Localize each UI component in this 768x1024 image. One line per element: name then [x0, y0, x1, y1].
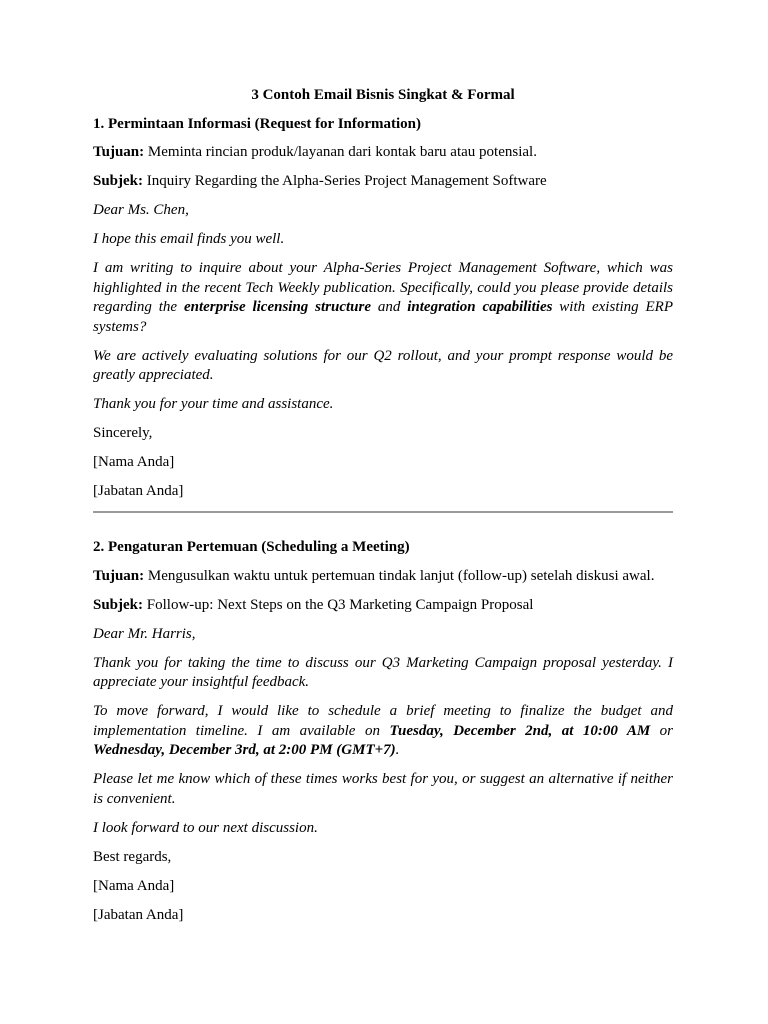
document-content [93, 86, 673, 935]
greeting: Dear Mr. Harris, [93, 625, 196, 642]
body-text: . [395, 742, 400, 758]
subject-text: Follow-up: Next Steps on the Q3 Marketing Campaign Proposal [146, 596, 534, 613]
body-paragraph [93, 259, 673, 337]
signature-name: [Nama Anda] [93, 877, 175, 894]
signature-position: [Jabatan Anda] [93, 906, 184, 923]
email-section-1 [93, 115, 673, 502]
body-paragraph: Please let me know which of these times works best for you, or suggest an alternative if neither is convenient. [93, 771, 673, 807]
opening-line: Thank you for taking the time to discuss our Q3 Marketing Campaign proposal yesterday. I appreciate your insightful feedback. [93, 654, 673, 690]
body-text: with existing ERP systems? [93, 299, 673, 335]
body-paragraph [93, 702, 673, 761]
body-bold-text: integration capabilities [407, 299, 553, 315]
purpose-text: Meminta rincian produk/layanan dari kontak baru atau potensial. [147, 144, 537, 160]
body-text: I am writing to inquire about your Alpha-Series Project Management Software, which was highlighted in the recent Tech Weekly publication. Specifically, could you please provide details regarding the [93, 260, 673, 315]
subject-label: Subjek: [93, 173, 144, 189]
body-paragraph: We are actively evaluating solutions for our Q2 rollout, and your prompt response would be greatly appreciated. [93, 347, 673, 383]
subject-line [93, 172, 673, 192]
body-text: or [650, 722, 673, 739]
body-text: and [371, 299, 408, 315]
thanks-line: Thank you for your time and assistance. [93, 396, 334, 412]
email-heading: 1. Permintaan Informasi (Request for Information) [93, 115, 422, 132]
subject-text: Inquiry Regarding the Alpha-Series Project Management Software [146, 173, 547, 189]
closing-line: Best regards, [93, 848, 172, 865]
closing-line: Sincerely, [93, 425, 153, 441]
subject-line [93, 596, 673, 616]
purpose-label: Tujuan: [93, 144, 145, 160]
body-text: To move forward, I would like to schedule a brief meeting to finalize the budget and implementation timeline. I am available on [93, 703, 673, 739]
signature-name: [Nama Anda] [93, 454, 175, 470]
email-section-2 [93, 538, 673, 925]
purpose-text: Mengusulkan waktu untuk pertemuan tindak lanjut (follow-up) setelah diskusi awal. [147, 567, 655, 584]
opening-line: I hope this email finds you well. [93, 231, 285, 247]
document-title: 3 Contoh Email Bisnis Singkat & Formal [251, 87, 515, 103]
purpose-line [93, 567, 673, 587]
body-bold-text: enterprise licensing structure [183, 299, 372, 315]
signature-position: [Jabatan Anda] [93, 483, 184, 499]
thanks-line: I look forward to our next discussion. [93, 819, 318, 836]
section-divider [93, 511, 673, 513]
purpose-label: Tujuan: [93, 567, 145, 584]
body-bold-text: Wednesday, December 3rd, at 2:00 PM (GMT+7) [93, 742, 396, 758]
greeting: Dear Ms. Chen, [93, 202, 189, 218]
subject-label: Subjek: [93, 596, 144, 613]
purpose-line [93, 143, 673, 163]
body-bold-text: Tuesday, December 2nd, at 10:00 AM [389, 722, 651, 739]
email-heading: 2. Pengaturan Pertemuan (Scheduling a Meeting) [93, 539, 410, 555]
